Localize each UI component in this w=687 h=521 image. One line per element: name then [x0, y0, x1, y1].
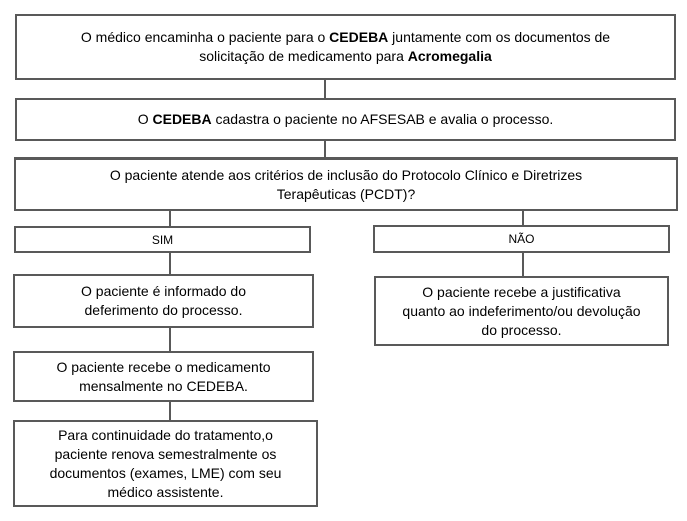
flowchart-node-register: O CEDEBA cadastra o paciente no AFSESAB e avalia o processo. [15, 98, 676, 141]
connector-yes-to-approved [169, 253, 171, 274]
connector-medication-to-renewal [169, 402, 171, 420]
connector-referral-to-register [324, 80, 326, 98]
flowchart-node-yes: SIM [14, 226, 311, 253]
flowchart-node-referral: O médico encaminha o paciente para o CEDEBA juntamente com os documentos de solicitação de medicamento para Acromegalia [15, 14, 676, 80]
connector-no-to-denied [522, 253, 524, 276]
connector-criteria-to-no [522, 211, 524, 225]
connector-approved-to-medication [169, 328, 171, 351]
flowchart-node-criteria-question: O paciente atende aos critérios de inclusão do Protocolo Clínico e Diretrizes Terapêuticas (PCDT)? [14, 157, 678, 211]
flowchart-node-denied: O paciente recebe a justificativa quanto ao indeferimento/ou devolução do processo. [374, 276, 669, 346]
flowchart-node-no: NÃO [373, 225, 670, 253]
flowchart-node-approved: O paciente é informado do deferimento do processo. [13, 274, 314, 328]
connector-register-to-criteria [324, 141, 326, 157]
connector-criteria-to-yes [169, 211, 171, 226]
flowchart-node-renewal: Para continuidade do tratamento,o paciente renova semestralmente os documentos (exames, LME) com seu médico assistente. [13, 420, 318, 507]
flowchart-node-medication: O paciente recebe o medicamento mensalmente no CEDEBA. [13, 351, 314, 402]
